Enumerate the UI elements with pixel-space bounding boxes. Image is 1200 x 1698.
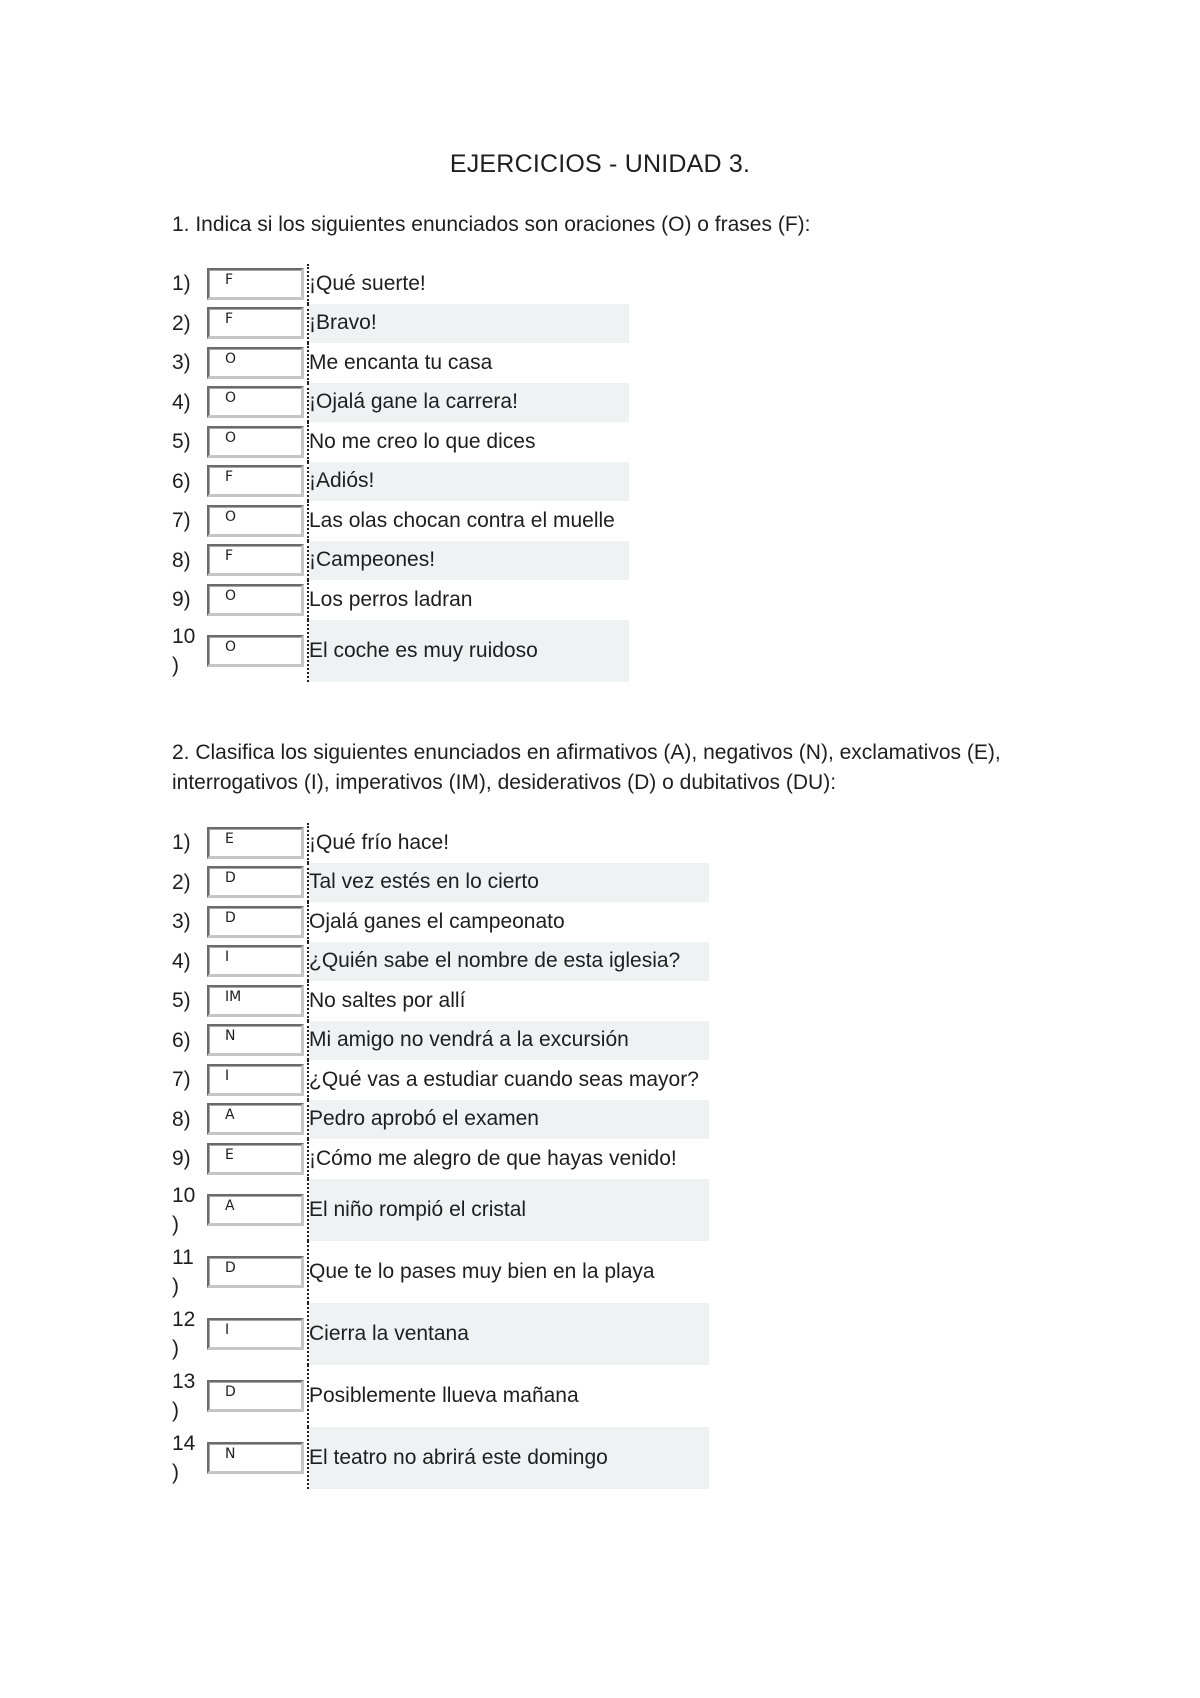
statement-text: Me encanta tu casa xyxy=(309,350,493,374)
statement-text: ¡Cómo me alegro de que hayas venido! xyxy=(309,1146,677,1170)
statement-text: Las olas chocan contra el muelle xyxy=(309,508,615,532)
statement-text: ¡Qué frío hace! xyxy=(309,830,450,854)
answer-field[interactable]: E xyxy=(207,827,304,859)
item-number: 10 ) xyxy=(172,624,196,677)
item-number: 7) xyxy=(172,1068,191,1092)
statement-text: Posiblemente llueva mañana xyxy=(309,1383,579,1407)
statement-text: Tal vez estés en lo cierto xyxy=(309,863,709,903)
statement-text: Ojalá ganes el campeonato xyxy=(309,909,565,933)
item-number: 4) xyxy=(172,390,191,414)
statement-text: ¡Adiós! xyxy=(309,462,629,502)
answer-field[interactable]: F xyxy=(207,268,304,300)
page-title: EJERCICIOS - UNIDAD 3. xyxy=(449,150,751,178)
item-number: 6) xyxy=(172,1028,191,1052)
statement-text: Mi amigo no vendrá a la excursión xyxy=(309,1021,709,1061)
exercise-2-instruction-line: 2. Clasifica los siguientes enunciados en afirmativos (A), negativos (N), exclamativos (E), xyxy=(172,741,1001,764)
answer-field[interactable]: N xyxy=(207,1442,304,1474)
item-number: 8) xyxy=(172,548,191,572)
item-number: 7) xyxy=(172,509,191,533)
item-number: 4) xyxy=(172,949,191,973)
item-number: 11 ) xyxy=(172,1245,194,1298)
item-number: 13 ) xyxy=(172,1369,196,1422)
answer-field[interactable]: O xyxy=(207,584,304,616)
statement-text: Pedro aprobó el examen xyxy=(309,1100,709,1140)
statement-text: ¡Qué suerte! xyxy=(309,271,426,295)
statement-text: No me creo lo que dices xyxy=(309,429,536,453)
statement-text: ¡Ojalá gane la carrera! xyxy=(309,383,629,423)
answer-field[interactable]: O xyxy=(207,347,304,379)
statement-text: Cierra la ventana xyxy=(309,1303,709,1365)
answer-field[interactable]: F xyxy=(207,544,304,576)
item-number: 10 ) xyxy=(172,1183,196,1236)
item-number: 8) xyxy=(172,1107,191,1131)
statement-text: ¡Bravo! xyxy=(309,304,629,344)
answer-field[interactable]: I xyxy=(207,945,304,977)
item-number: 2) xyxy=(172,870,191,894)
statement-text: ¿Quién sabe el nombre de esta iglesia? xyxy=(309,942,709,982)
answer-field[interactable]: O xyxy=(207,505,304,537)
exercise-2-instruction-line: interrogativos (I), imperativos (IM), desiderativos (D) o dubitativos (DU): xyxy=(172,771,837,794)
answer-field[interactable]: IM xyxy=(207,985,304,1017)
statement-text: El teatro no abrirá este domingo xyxy=(309,1427,709,1489)
answer-field[interactable]: I xyxy=(207,1318,304,1350)
statement-text: Que te lo pases muy bien en la playa xyxy=(309,1259,655,1283)
answer-field[interactable]: D xyxy=(207,866,304,898)
item-number: 9) xyxy=(172,588,191,612)
item-number: 6) xyxy=(172,469,191,493)
answer-field[interactable]: E xyxy=(207,1143,304,1175)
answer-field[interactable]: O xyxy=(207,386,304,418)
answer-field[interactable]: F xyxy=(207,307,304,339)
item-number: 1) xyxy=(172,831,191,855)
statement-text: El coche es muy ruidoso xyxy=(309,620,629,682)
item-number: 2) xyxy=(172,311,191,335)
answer-field[interactable]: D xyxy=(207,1256,304,1288)
statement-text: No saltes por allí xyxy=(309,988,466,1012)
answer-field[interactable]: D xyxy=(207,1380,304,1412)
statement-text: ¿Qué vas a estudiar cuando seas mayor? xyxy=(309,1067,699,1091)
answer-field[interactable]: D xyxy=(207,906,304,938)
item-number: 9) xyxy=(172,1147,191,1171)
answer-field[interactable]: A xyxy=(207,1194,304,1226)
answer-field[interactable]: A xyxy=(207,1103,304,1135)
statement-text: Los perros ladran xyxy=(309,587,473,611)
item-number: 5) xyxy=(172,989,191,1013)
exercise-2-instruction xyxy=(172,738,1001,798)
answer-field[interactable]: F xyxy=(207,465,304,497)
item-number: 12 ) xyxy=(172,1307,196,1360)
item-number: 5) xyxy=(172,430,191,454)
answer-field[interactable]: O xyxy=(207,426,304,458)
item-number: 1) xyxy=(172,272,191,296)
item-number: 3) xyxy=(172,351,191,375)
answer-field[interactable]: O xyxy=(207,635,304,667)
exercise-1-instruction: 1. Indica si los siguientes enunciados son oraciones (O) o frases (F): xyxy=(172,213,811,236)
answer-field[interactable]: I xyxy=(207,1064,304,1096)
item-number: 3) xyxy=(172,910,191,934)
statement-text: ¡Campeones! xyxy=(309,541,629,581)
answer-field[interactable]: N xyxy=(207,1024,304,1056)
statement-text: El niño rompió el cristal xyxy=(309,1179,709,1241)
item-number: 14 ) xyxy=(172,1431,196,1484)
